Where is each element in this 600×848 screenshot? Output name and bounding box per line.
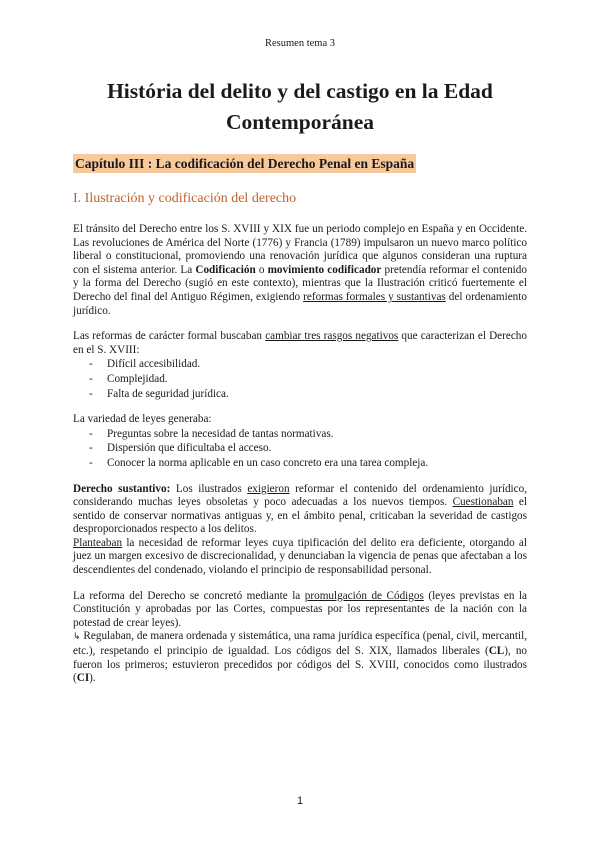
term-ci: CI — [76, 672, 90, 685]
negative-traits-list — [73, 357, 527, 401]
list-item: - Difícil accesibilidad. — [89, 357, 527, 372]
text: pretendía reformar el contenido y la forma del Derecho (sugió en este contexto), mientras que la Ilustración criticó fuertemente el Derecho del final del Antiguo Régimen, exigiendo — [73, 263, 527, 303]
list-item: - Preguntas sobre la necesidad de tantas normativas. — [89, 427, 527, 442]
section-heading: I. Ilustración y codificación del derecho — [73, 191, 297, 206]
paragraph-formal-reforms — [73, 330, 527, 357]
term-cl: CL — [488, 645, 505, 658]
term-derecho-sustantivo: Derecho sustantivo: — [73, 482, 171, 495]
document-title: História del delito y del castigo en la Edad Contemporánea — [107, 79, 493, 134]
chapter-heading: Capítulo III : La codificación del Derecho Penal en España — [75, 156, 415, 171]
underlined-rasgos: cambiar tres rasgos negativos — [265, 330, 399, 343]
page-number: 1 — [296, 795, 304, 807]
underlined-promulgacion: promulgación de Códigos — [304, 589, 424, 602]
text: Regulaban, de manera ordenada y sistemática, una rama jurídica específica (penal, civil, mercantil, etc.), respetando el principio de igualdad. Los códigos del S. XIX, llamados liberales ( — [73, 630, 527, 658]
underlined-planteaban: Planteaban — [73, 536, 123, 549]
text: ), no fueron los primeros; estuvieron precedidos por códigos del S. XVIII, conocidos como ilustrados ( — [73, 645, 528, 685]
term-movimiento-codificador: movimiento codificador — [267, 263, 382, 276]
paragraph-variety: La variedad de leyes generaba: — [73, 413, 212, 426]
consequences-list — [73, 427, 527, 471]
text: ). — [89, 672, 96, 685]
text: La reforma del Derecho se concretó mediante la — [73, 589, 305, 602]
return-arrow-icon: ↳ — [73, 632, 81, 643]
term-codificacion: Codificación — [195, 263, 256, 276]
text: Las reformas de carácter formal buscaban — [73, 330, 266, 343]
text: (leyes previstas en la Constitución y aprobadas por las Cortes, compuestas por los representantes de la nación con la potestad de crear leyes). — [73, 589, 527, 629]
underlined-reformas: reformas formales y sustantivas — [303, 290, 446, 303]
paragraph-derecho-sustantivo — [73, 483, 527, 537]
list-item: - Complejidad. — [89, 372, 527, 387]
text: o — [255, 263, 268, 276]
text: la necesidad de reformar leyes cuya tipificación del delito era deficiente, otorgando al juez un margen excesivo de discrecionalidad, y denunciaban la vigencia de penas que afectaban a los descendientes del condenado, violando el principio de responsabilidad personal. — [73, 536, 527, 577]
running-header: Resumen tema 3 — [265, 38, 335, 49]
paragraph-codigos — [73, 590, 527, 631]
text: Los ilustrados — [170, 482, 248, 495]
underlined-cuestionaban: Cuestionaban — [452, 496, 514, 509]
underlined-exigieron: exigieron — [247, 482, 290, 495]
paragraph-regulaban — [73, 630, 527, 685]
text: El tránsito del Derecho entre los S. XVIII y XIX fue un periodo complejo en España y en Occidente. Las revoluciones de América del Norte (1776) y Francia (1789) impulsaron un nuevo marco político liberal o constitucional, promoviendo una renovación jurídica que algunos consideran una ruptura con el sistema anterior. La — [73, 223, 527, 276]
list-item: - Conocer la norma aplicable en un caso concreto era una tarea compleja. — [89, 456, 527, 471]
paragraph-planteaban — [73, 537, 527, 578]
body-text — [73, 223, 527, 686]
paragraph-transition — [73, 223, 527, 318]
text: reformar el contenido del ordenamiento jurídico, considerando muchas leyes obsoletas y poco adecuadas a los nuevos tiempos. — [73, 482, 527, 509]
text: que caracterizan el Derecho en el S. XVIII: — [73, 330, 527, 356]
list-item: - Dispersión que dificultaba el acceso. — [89, 441, 527, 456]
text: del ordenamiento jurídico. — [73, 290, 527, 317]
text: el sentido de conservar normativas antiguas y, en el ámbito penal, criticaban la severidad de castigos desproporcionados respecto a los delitos. — [73, 496, 528, 536]
list-item: - Falta de seguridad jurídica. — [89, 387, 527, 402]
